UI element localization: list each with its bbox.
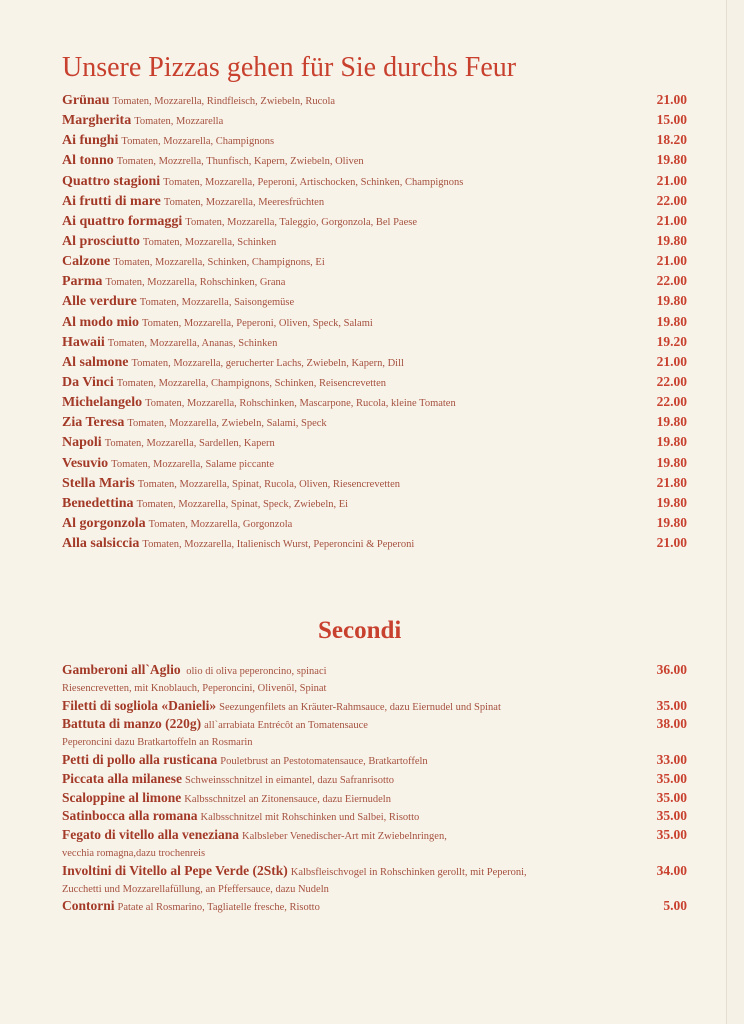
item-price: 21.00 (656, 353, 687, 369)
menu-item (62, 291, 687, 311)
item-name: Margherita (62, 113, 132, 129)
item-name: Contorni (62, 898, 115, 914)
secondi-list (62, 662, 687, 917)
menu-item (62, 130, 687, 150)
menu-item (62, 662, 687, 698)
item-description: Tomaten, Mozzarella, Italienisch Wurst, Peperoncini & Peperoni (142, 539, 415, 551)
item-price: 36.00 (656, 662, 687, 677)
item-description: Kalbsschnitzel an Zitonensauce, dazu Eiernudeln (184, 793, 391, 805)
item-description-continued: vecchia romagna,dazu trochenreis (62, 847, 206, 859)
item-description: Tomaten, Mozzarella, Salame piccante (111, 458, 274, 470)
item-description: Tomaten, Mozzarella, Saisongemüse (139, 297, 295, 309)
item-name: Alle verdure (62, 294, 137, 310)
item-price: 19.80 (656, 434, 687, 450)
item-description-continued: Riesencrevetten, mit Knoblauch, Peperoncini, Olivenöl, Spinat (62, 682, 327, 694)
item-description: Tomaten, Mozzarella, Taleggio, Gorgonzola, Bel Paese (185, 216, 417, 228)
item-description: Kalbsleber Venedischer-Art mit Zwiebelnringen, (241, 831, 447, 843)
menu-item (62, 432, 687, 452)
item-price: 21.80 (656, 474, 687, 490)
item-description: Kalbsschnitzel mit Rohschinken und Salbei, Risotto (200, 812, 420, 824)
menu-item (62, 473, 687, 493)
item-name: Filetti di sogliola «Danieli» (62, 697, 217, 713)
item-name: Grünau (62, 93, 110, 108)
item-price: 18.20 (656, 132, 687, 148)
item-description-continued: Zucchetti und Mozzarellafüllung, an Pfeffersauce, dazu Nudeln (62, 883, 329, 895)
item-name: Stella Maris (62, 475, 135, 491)
item-name: Ai funghi (62, 133, 119, 149)
item-name: Al modo mio (62, 314, 139, 330)
item-name: Ai frutti di mare (62, 193, 161, 209)
item-price: 19.80 (656, 232, 687, 248)
item-price: 19.80 (656, 414, 687, 430)
item-description: Tomaten, Mozzrella, Thunfisch, Kapern, Zwiebeln, Oliven (116, 156, 364, 168)
item-description: Tomaten, Mozzarella, Rohschinken, Mascarpone, Rucola, kleine Tomaten (145, 398, 456, 410)
menu-item (62, 150, 687, 170)
item-price: 19.20 (656, 333, 687, 349)
menu-item (62, 191, 687, 211)
item-name: Parma (62, 274, 103, 290)
item-description: Tomaten, Mozzarella, Meeresfrüchten (163, 196, 325, 208)
item-price: 35.00 (656, 808, 687, 824)
item-name: Al prosciutto (62, 233, 140, 249)
item-description: Tomaten, Mozzarella, Ananas, Schinken (107, 337, 278, 349)
menu-item (62, 211, 687, 231)
menu-item (62, 513, 687, 533)
item-price: 21.00 (656, 535, 687, 551)
item-description: Tomaten, Mozzarella, Schinken, Champignons, Ei (113, 257, 325, 269)
menu-item (62, 898, 687, 917)
menu-item (62, 698, 687, 717)
item-description-continued: Peperoncini dazu Bratkartoffeln an Rosmarin (62, 737, 253, 749)
item-name: Satinbocca alla romana (62, 808, 198, 824)
item-price: 21.00 (656, 172, 687, 188)
item-price: 21.00 (656, 253, 687, 269)
item-description: Pouletbrust an Pestotomatensauce, Bratkartoffeln (220, 755, 428, 767)
item-name: Scaloppine al limone (62, 789, 182, 805)
item-name: Quattro stagioni (62, 173, 161, 189)
item-description: Tomaten, Mozzarella, Peperoni, Artischocken, Schinken, Champignons (163, 176, 464, 188)
item-name: Al gorgonzola (62, 515, 146, 531)
item-name: Calzone (62, 254, 111, 270)
pizza-list (62, 90, 687, 553)
menu-item (62, 332, 687, 352)
item-description: all`arrabiata Entrécôt an Tomatensauce (204, 720, 368, 732)
item-description: Tomaten, Mozzarella, Sardellen, Kapern (104, 438, 275, 450)
item-price: 21.00 (656, 212, 687, 228)
menu-item (62, 110, 687, 130)
menu-item (62, 827, 687, 863)
menu-item (62, 372, 687, 392)
menu-item (62, 231, 687, 251)
menu-item (62, 271, 687, 291)
item-name: Vesuvio (62, 455, 109, 471)
item-name: Ai quattro formaggi (62, 213, 183, 229)
menu-item (62, 312, 687, 332)
item-price: 21.00 (656, 92, 687, 107)
menu-item (62, 90, 687, 110)
item-price: 19.80 (656, 514, 687, 530)
menu-item (62, 412, 687, 432)
item-description: olio di oliva peperoncino, spinaci (183, 666, 327, 677)
item-description: Tomaten, Mozzarella, Peperoni, Oliven, Speck, Salami (142, 317, 373, 329)
item-name: Hawaii (62, 334, 105, 350)
item-name: Fegato di vitello alla veneziana (62, 827, 239, 843)
pizzas-heading: Unsere Pizzas gehen für Sie durchs Feur (62, 52, 517, 83)
item-description: Tomaten, Mozzarella, Champignons, Schinken, Reisencrevetten (116, 377, 387, 389)
item-description: Tomaten, Mozzarella, Champignons (121, 136, 275, 148)
item-description: Patate al Rosmarino, Tagliatelle fresche, Risotto (117, 902, 320, 914)
item-name: Benedettina (62, 495, 134, 511)
item-name: Michelangelo (62, 395, 143, 411)
item-name: Napoli (62, 435, 102, 451)
item-description: Tomaten, Mozzarella, Rindfleisch, Zwiebeln, Rucola (112, 96, 336, 107)
item-description: Tomaten, Mozzarella, gerucherter Lachs, Zwiebeln, Kapern, Dill (131, 357, 404, 369)
item-description: Tomaten, Mozzarella (134, 116, 224, 128)
item-price: 35.00 (656, 789, 687, 805)
menu-item (62, 716, 687, 752)
item-price: 22.00 (656, 192, 687, 208)
menu-item (62, 863, 687, 899)
item-price: 19.80 (656, 152, 687, 168)
item-name: Piccata alla milanese (62, 770, 182, 786)
item-name: Involtini di Vitello al Pepe Verde (2Stk) (62, 862, 288, 878)
menu-item (62, 352, 687, 372)
item-name: Alla salsiccia (62, 536, 140, 552)
item-price: 19.80 (656, 313, 687, 329)
item-description: Seezungenfilets an Kräuter-Rahmsauce, dazu Eiernudel und Spinat (219, 701, 501, 713)
menu-item (62, 533, 687, 553)
item-description: Tomaten, Mozzarella, Gorgonzola (148, 518, 293, 530)
item-price: 22.00 (656, 273, 687, 289)
item-description: Tomaten, Mozzarella, Spinat, Rucola, Oliven, Riesencrevetten (137, 478, 400, 490)
menu-item (62, 493, 687, 513)
item-description: Tomaten, Mozzarella, Spinat, Speck, Zwiebeln, Ei (136, 498, 349, 510)
item-description: Schweinsschnitzel in eimantel, dazu Safranrisotto (184, 774, 395, 786)
menu-item (62, 752, 687, 771)
item-price: 33.00 (656, 751, 687, 767)
item-price: 35.00 (656, 697, 687, 713)
menu-item (62, 171, 687, 191)
item-price: 15.00 (656, 112, 687, 128)
item-name: Gamberoni all`Aglio (62, 662, 181, 677)
item-description: Tomaten, Mozzarella, Rohschinken, Grana (105, 277, 286, 289)
item-description: Kalbsfleischvogel in Rohschinken gerollt, mit Peperoni, (290, 866, 527, 878)
menu-item (62, 392, 687, 412)
item-price: 35.00 (656, 770, 687, 786)
menu-item (62, 771, 687, 790)
item-price: 38.00 (656, 716, 687, 732)
item-name: Petti di pollo alla rusticana (62, 751, 218, 767)
item-description: Tomaten, Mozzarella, Schinken (142, 236, 277, 248)
item-price: 19.80 (656, 293, 687, 309)
menu-item (62, 453, 687, 473)
item-name: Battuta di manzo (220g) (62, 716, 202, 732)
item-price: 5.00 (663, 898, 687, 914)
item-price: 22.00 (656, 394, 687, 410)
item-name: Al tonno (62, 153, 114, 169)
item-name: Zia Teresa (62, 415, 125, 431)
item-description: Tomaten, Mozzarella, Zwiebeln, Salami, Speck (127, 418, 327, 430)
item-price: 22.00 (656, 373, 687, 389)
item-price: 19.80 (656, 454, 687, 470)
item-name: Al salmone (62, 354, 129, 370)
item-price: 35.00 (656, 827, 687, 843)
item-price: 19.80 (656, 494, 687, 510)
menu-item (62, 251, 687, 271)
menu-item (62, 808, 687, 827)
item-name: Da Vinci (62, 374, 114, 390)
menu-item (62, 790, 687, 809)
secondi-heading: Secondi (318, 617, 402, 644)
item-price: 34.00 (656, 862, 687, 878)
